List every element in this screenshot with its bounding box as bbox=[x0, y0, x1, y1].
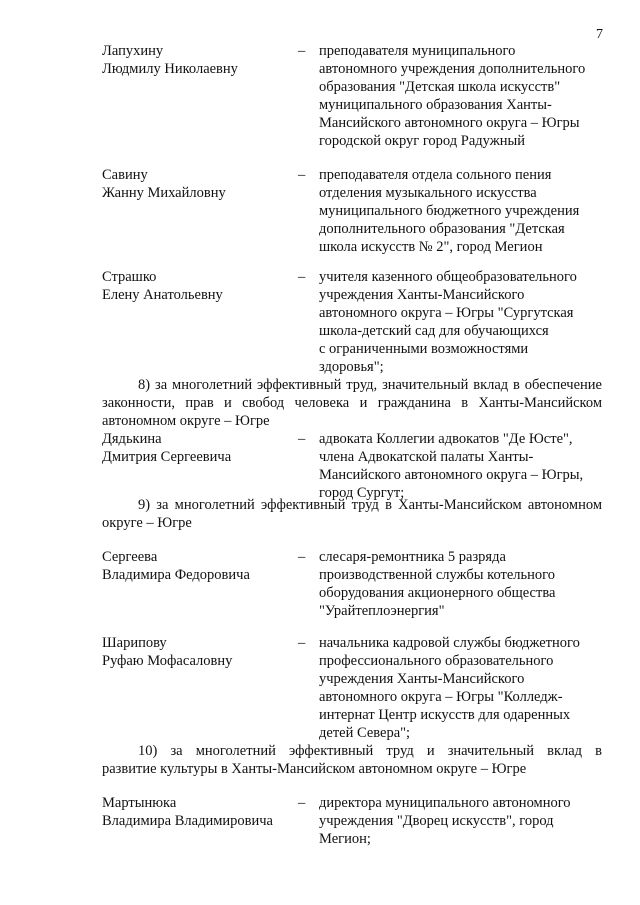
paragraph-line: 8) за многолетний эффективный труд, значительный вклад в обеспечение bbox=[138, 377, 602, 393]
name-line: Шарипову bbox=[102, 635, 167, 651]
person-name bbox=[102, 794, 292, 830]
description-line: Мансийского автономного округа – Югры, bbox=[319, 467, 584, 483]
description-line: отделения музыкального искусства bbox=[319, 185, 537, 201]
description-line: муниципального бюджетного учреждения bbox=[319, 203, 580, 219]
person-name bbox=[102, 42, 292, 78]
description-line: городской округ город Радужный bbox=[319, 133, 525, 149]
description-line: образования "Детская школа искусств" bbox=[319, 79, 561, 95]
description-line: слесаря-ремонтника 5 разряда bbox=[319, 549, 506, 565]
name-line: Дядькина bbox=[102, 431, 162, 447]
description-line: дополнительного образования "Детская bbox=[319, 221, 565, 237]
description-line: преподавателя муниципального bbox=[319, 43, 516, 59]
position-description bbox=[319, 42, 609, 150]
description-line: Мансийского автономного округа – Югры bbox=[319, 115, 580, 131]
paragraph-line: 9) за многолетний эффективный труд в Ханты-Мансийском автономном bbox=[138, 497, 602, 513]
description-line: директора муниципального автономного bbox=[319, 795, 571, 811]
description-line: члена Адвокатской палаты Ханты- bbox=[319, 449, 534, 465]
name-line: Савину bbox=[102, 167, 148, 183]
description-line: профессионального образовательного bbox=[319, 653, 554, 669]
dash: – bbox=[298, 549, 306, 565]
name-line: Дмитрия Сергеевича bbox=[102, 449, 232, 465]
paragraph-line: округе – Югре bbox=[102, 515, 192, 531]
description-line: оборудования акционерного общества bbox=[319, 585, 556, 601]
award-category-paragraph bbox=[102, 742, 602, 778]
description-line: школа-детский сад для обучающихся bbox=[319, 323, 549, 339]
dash: – bbox=[298, 431, 306, 447]
award-category-paragraph bbox=[102, 496, 602, 532]
name-line: Людмилу Николаевну bbox=[102, 61, 238, 77]
description-line: автономного округа – Югры "Колледж- bbox=[319, 689, 563, 705]
person-name bbox=[102, 634, 292, 670]
name-line: Елену Анатольевну bbox=[102, 287, 223, 303]
page-number: 7 bbox=[596, 27, 603, 42]
description-line: преподавателя отдела сольного пения bbox=[319, 167, 552, 183]
description-line: здоровья"; bbox=[319, 359, 384, 375]
paragraph-line: 10) за многолетний эффективный труд и значительный вклад в bbox=[138, 743, 602, 759]
name-line: Владимира Владимировича bbox=[102, 813, 273, 829]
position-description bbox=[319, 166, 609, 256]
position-description bbox=[319, 634, 609, 742]
description-line: детей Севера"; bbox=[319, 725, 411, 741]
name-line: Владимира Федоровича bbox=[102, 567, 250, 583]
description-line: учреждения Ханты-Мансийского bbox=[319, 287, 525, 303]
name-line: Сергеева bbox=[102, 549, 158, 565]
description-line: адвоката Коллегии адвокатов "Де Юсте", bbox=[319, 431, 573, 447]
name-line: Лапухину bbox=[102, 43, 164, 59]
position-description bbox=[319, 548, 609, 620]
position-description bbox=[319, 794, 609, 848]
dash: – bbox=[298, 635, 306, 651]
description-line: Мегион; bbox=[319, 831, 371, 847]
person-name bbox=[102, 548, 292, 584]
name-line: Жанну Михайловну bbox=[102, 185, 226, 201]
person-name bbox=[102, 430, 292, 466]
description-line: с ограниченными возможностями bbox=[319, 341, 529, 357]
award-category-paragraph bbox=[102, 376, 602, 430]
position-description bbox=[319, 430, 609, 502]
dash: – bbox=[298, 269, 306, 285]
name-line: Руфаю Мофасаловну bbox=[102, 653, 233, 669]
description-line: город Сургут; bbox=[319, 485, 405, 501]
person-name bbox=[102, 166, 292, 202]
description-line: автономного учреждения дополнительного bbox=[319, 61, 586, 77]
paragraph-line: автономном округе – Югре bbox=[102, 413, 270, 429]
description-line: школа искусств № 2", город Мегион bbox=[319, 239, 543, 255]
description-line: учреждения "Дворец искусств", город bbox=[319, 813, 554, 829]
dash: – bbox=[298, 795, 306, 811]
description-line: начальника кадровой службы бюджетного bbox=[319, 635, 580, 651]
description-line: интернат Центр искусств для одаренных bbox=[319, 707, 571, 723]
paragraph-line: развитие культуры в Ханты-Мансийском автономном округе – Югре bbox=[102, 761, 527, 777]
dash: – bbox=[298, 43, 306, 59]
position-description bbox=[319, 268, 609, 376]
name-line: Страшко bbox=[102, 269, 157, 285]
description-line: муниципального образования Ханты- bbox=[319, 97, 552, 113]
description-line: автономного округа – Югры "Сургутская bbox=[319, 305, 574, 321]
description-line: учреждения Ханты-Мансийского bbox=[319, 671, 525, 687]
description-line: "Урайтеплоэнергия" bbox=[319, 603, 445, 619]
name-line: Мартынюка bbox=[102, 795, 177, 811]
description-line: производственной службы котельного bbox=[319, 567, 555, 583]
description-line: учителя казенного общеобразовательного bbox=[319, 269, 577, 285]
dash: – bbox=[298, 167, 306, 183]
paragraph-line: законности, прав и свобод человека и гражданина в Ханты-Мансийском bbox=[102, 395, 602, 411]
person-name bbox=[102, 268, 292, 304]
